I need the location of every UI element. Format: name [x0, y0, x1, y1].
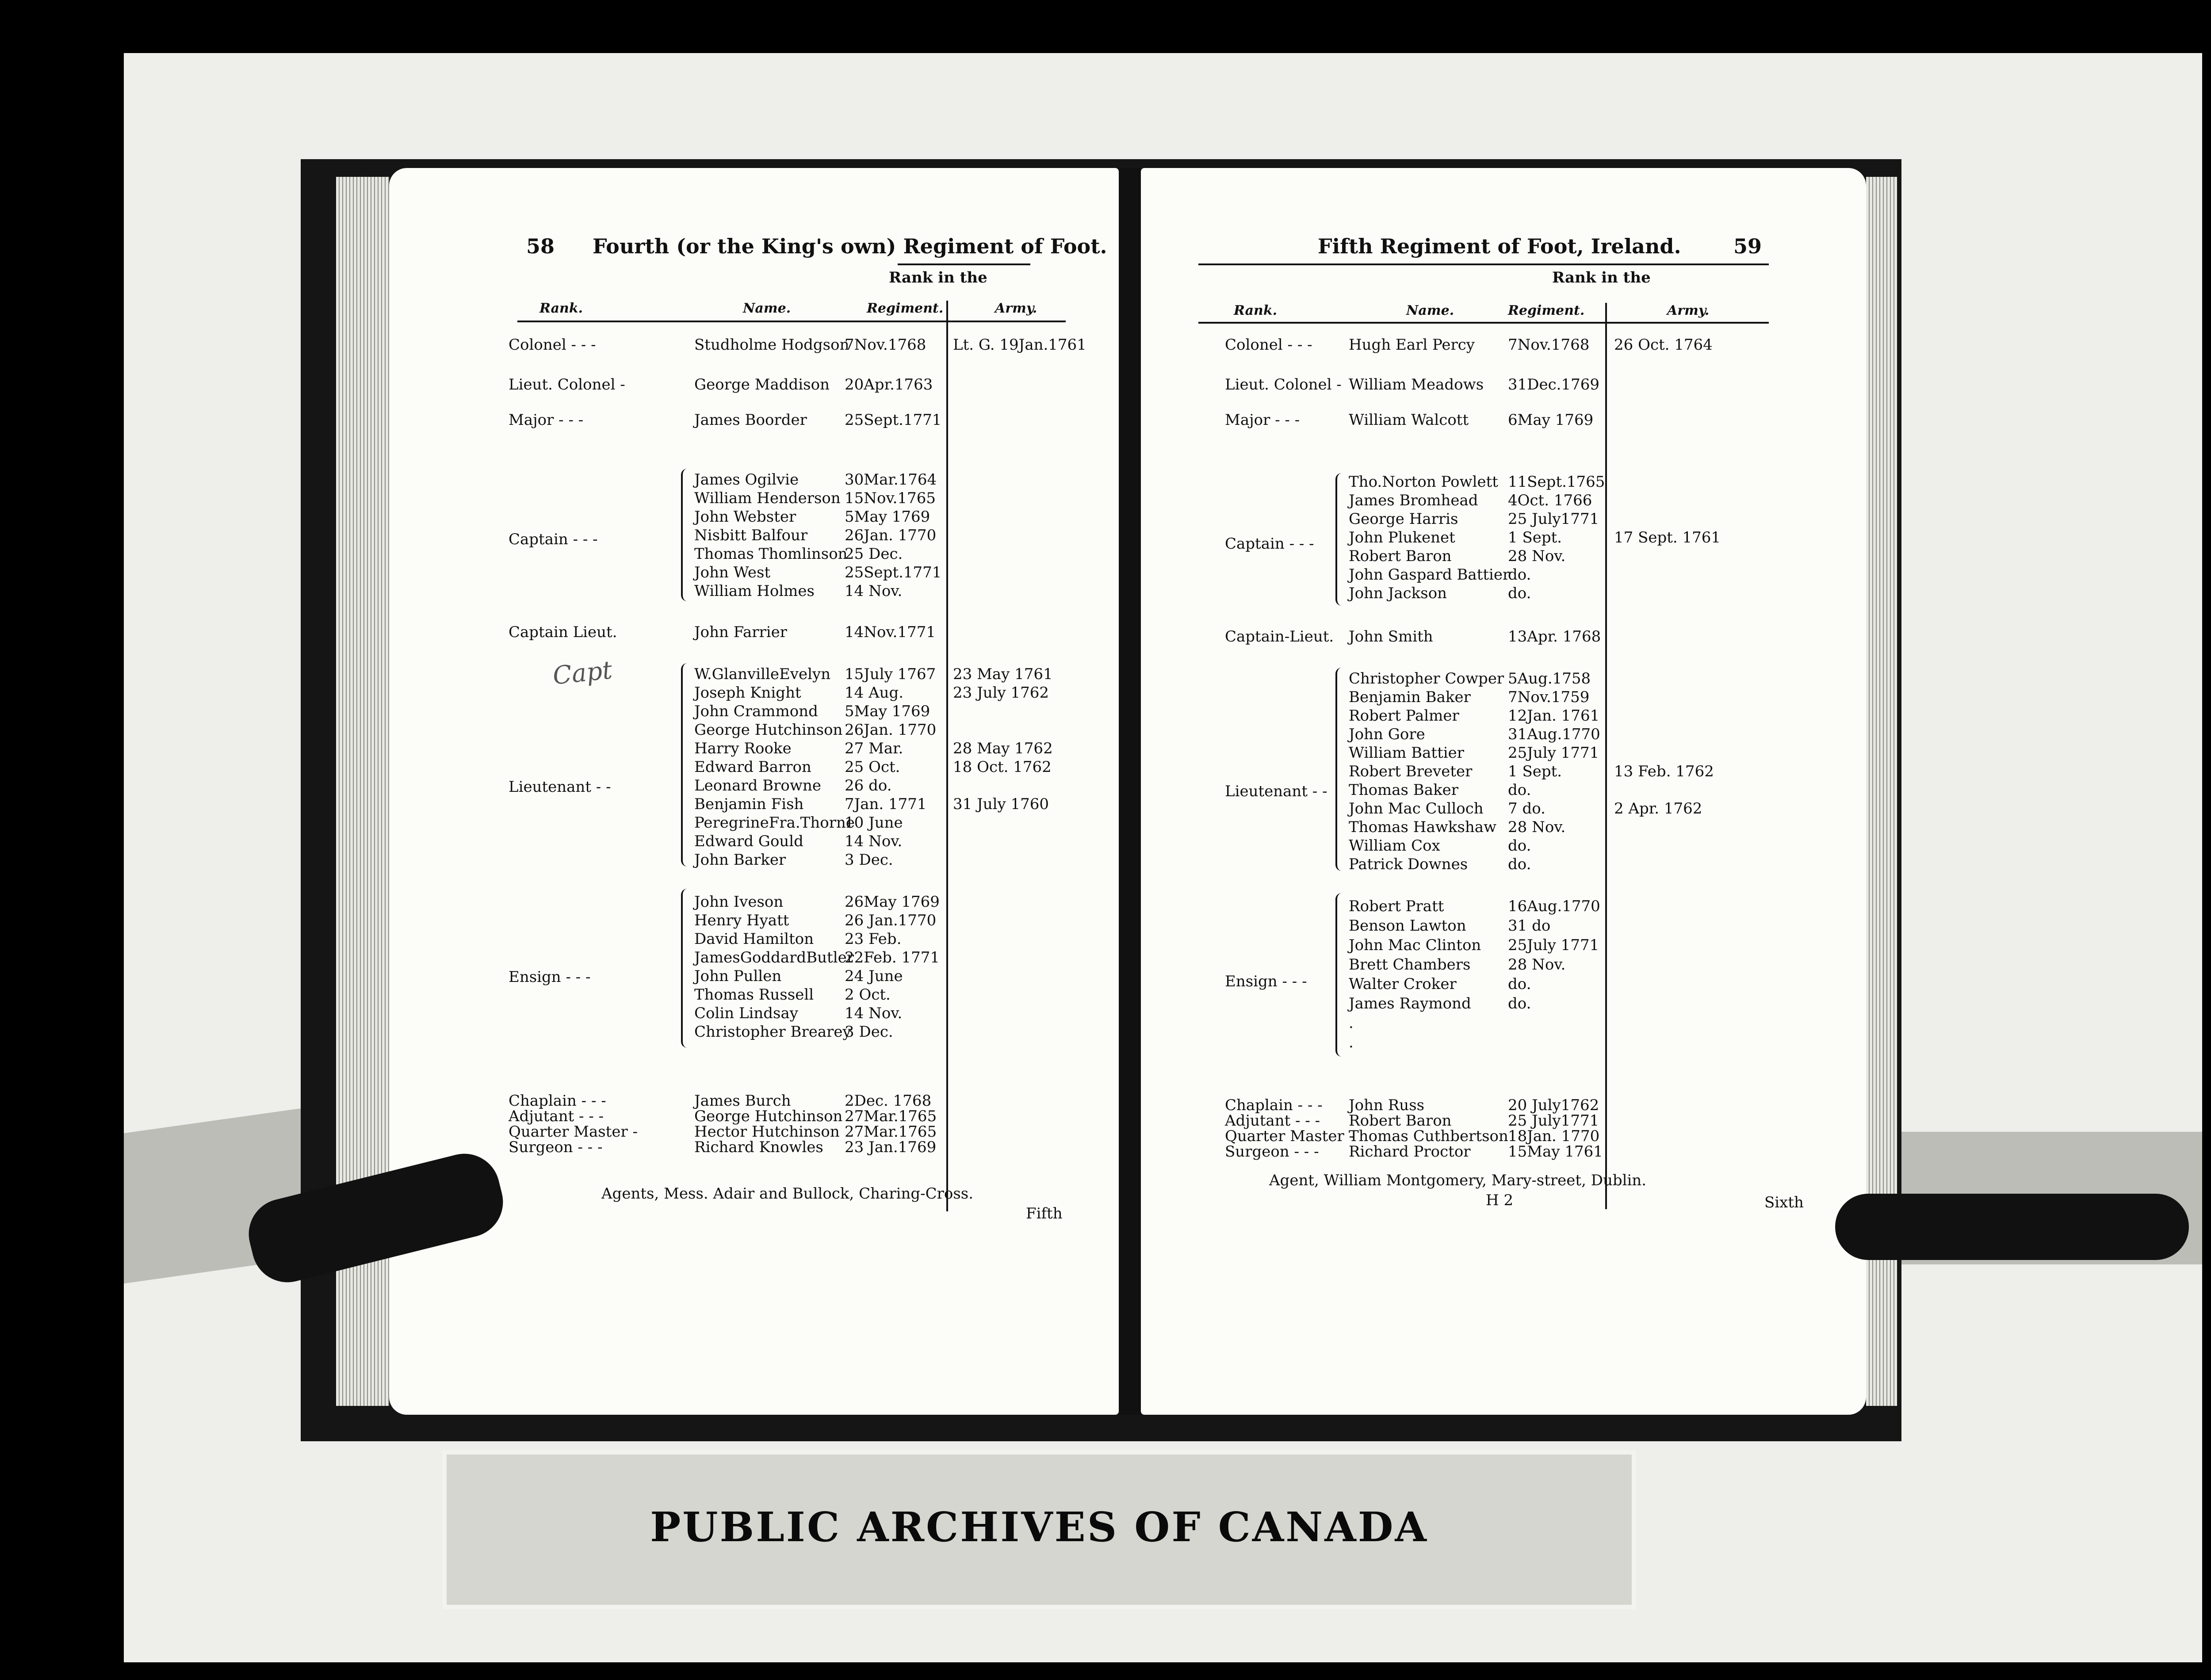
- officer-name: Robert Pratt: [1349, 897, 1444, 915]
- officer-name: Tho.Norton Powlett: [1349, 473, 1498, 491]
- officer-name: Christopher Cowper: [1349, 670, 1504, 687]
- officer-name: John Iveson: [694, 893, 784, 911]
- regiment-date: do.: [1508, 837, 1531, 855]
- officer-name: James Ogilvie: [694, 471, 799, 489]
- regiment-date: 25July 1771: [1508, 936, 1599, 954]
- regiment-date: 31Dec.1769: [1508, 376, 1600, 393]
- officer-name: Thomas Hawkshaw: [1349, 818, 1497, 836]
- header-rule: [898, 263, 1030, 265]
- regiment-date: 2 Oct.: [845, 986, 891, 1004]
- regiment-date: 3 Dec.: [845, 851, 893, 869]
- officer-name: William Holmes: [694, 582, 815, 600]
- officer-name: PeregrineFra.Thorne: [694, 814, 855, 832]
- officer-name: James Boorder: [694, 411, 807, 429]
- officer-name: James Raymond: [1349, 995, 1471, 1012]
- page-number: 58: [526, 234, 555, 258]
- regiment-date: 26May 1769: [845, 893, 940, 911]
- regiment-date: 7 do.: [1508, 800, 1545, 817]
- regiment-date: 27Mar.1765: [845, 1123, 937, 1141]
- officer-name: Nisbitt Balfour: [694, 527, 808, 544]
- officer-name: Studholme Hodgson: [694, 336, 849, 354]
- archive-label: [442, 1450, 1636, 1609]
- signature-mark: H 2: [1486, 1191, 1514, 1209]
- regiment-date: 1 Sept.: [1508, 529, 1562, 546]
- regiment-date: 2Dec. 1768: [845, 1092, 932, 1110]
- rank-label: Surgeon - - -: [509, 1138, 603, 1156]
- officer-name: John Farrier: [694, 623, 788, 641]
- regiment-army-divider: [1605, 303, 1607, 1209]
- regiment-date: 16Aug.1770: [1508, 897, 1600, 915]
- regiment-date: 7Nov.1759: [1508, 688, 1590, 706]
- rank-label: Major - - -: [509, 411, 584, 429]
- officer-name: James Bromhead: [1349, 492, 1478, 509]
- officer-name: John Crammond: [694, 703, 818, 720]
- ensign-brace: [681, 889, 692, 1048]
- regiment-date: 5May 1769: [845, 508, 930, 526]
- officer-name: Benjamin Baker: [1349, 688, 1471, 706]
- rank-label: Lieutenant - -: [1225, 783, 1327, 800]
- agents-line: Agents, Mess. Adair and Bullock, Charing-Cross.: [601, 1185, 974, 1203]
- regiment-date: 14Nov.1771: [845, 623, 936, 641]
- regiment-date: 7Nov.1768: [1508, 336, 1590, 354]
- regiment-date: 5Aug.1758: [1508, 670, 1591, 687]
- officer-name: David Hamilton: [694, 930, 814, 948]
- rank-in-the-label: Rank in the: [889, 269, 987, 286]
- regiment-date: 11Sept.1765: [1508, 473, 1605, 491]
- officer-name: George Hutchinson: [694, 721, 843, 739]
- regiment-date: 28 Nov.: [1508, 956, 1566, 974]
- regiment-date: 12Jan. 1761: [1508, 707, 1600, 725]
- officer-name: Robert Breveter: [1349, 763, 1473, 780]
- header-rule: [1198, 263, 1769, 265]
- officer-name: William Henderson: [694, 489, 841, 507]
- officer-name: Robert Palmer: [1349, 707, 1459, 725]
- rank-label: Lieutenant - -: [509, 778, 611, 796]
- regiment-date: 26Jan. 1770: [845, 527, 937, 544]
- officer-name: William Cox: [1349, 837, 1440, 855]
- regiment-date: 7Jan. 1771: [845, 795, 927, 813]
- officer-name: John Gaspard Battier: [1349, 566, 1510, 584]
- column-header-army: Army.: [995, 301, 1037, 316]
- regiment-date: 25Sept.1771: [845, 564, 942, 581]
- officer-name: John Webster: [694, 508, 796, 526]
- rank-label: Chaplain - - -: [1225, 1096, 1323, 1114]
- lieutenant-brace: [681, 663, 692, 867]
- officer-name: John Plukenet: [1349, 529, 1455, 546]
- column-header-name: Name.: [743, 301, 791, 316]
- regiment-date: 31 do: [1508, 917, 1551, 935]
- rank-in-the-label: Rank in the: [1552, 269, 1651, 286]
- regiment-date: 27 Mar.: [845, 740, 903, 757]
- officer-name: W.GlanvilleEvelyn: [694, 665, 831, 683]
- lieutenant-brace: [1335, 668, 1347, 871]
- officer-name: Richard Knowles: [694, 1138, 823, 1156]
- officer-name: Robert Baron: [1349, 547, 1452, 565]
- officer-name: George Maddison: [694, 376, 830, 393]
- book-gutter: [1119, 168, 1141, 1415]
- rank-label: Ensign - - -: [1225, 973, 1307, 990]
- right-page-header: [1141, 234, 1866, 261]
- rank-label: Quarter Master -: [1225, 1127, 1354, 1145]
- officer-name: Brett Chambers: [1349, 956, 1471, 974]
- officer-name: George Hutchinson: [694, 1107, 843, 1125]
- rank-label: Lieut. Colonel -: [1225, 376, 1342, 393]
- officer-name: Edward Barron: [694, 758, 811, 776]
- regiment-date: 3 Dec.: [845, 1023, 893, 1041]
- army-date: Lt. G. 19Jan.1761: [953, 336, 1086, 354]
- handwritten-note: Capt: [551, 656, 614, 691]
- army-date: 2 Apr. 1762: [1614, 800, 1702, 817]
- rank-label: Major - - -: [1225, 411, 1300, 429]
- officer-name: Henry Hyatt: [694, 912, 789, 929]
- page-title: Fifth Regiment of Foot, Ireland.: [1318, 234, 1681, 258]
- rank-label: Colonel - - -: [509, 336, 596, 354]
- regiment-date: 4Oct. 1766: [1508, 492, 1592, 509]
- officer-name: Harry Rooke: [694, 740, 792, 757]
- regiment-date: 15July 1767: [845, 665, 936, 683]
- rank-label: Quarter Master -: [509, 1123, 638, 1141]
- archive-label-text: PUBLIC ARCHIVES OF CANADA: [650, 1503, 1428, 1551]
- rank-label: Surgeon - - -: [1225, 1143, 1319, 1161]
- army-date: 23 May 1761: [953, 665, 1053, 683]
- army-date: 26 Oct. 1764: [1614, 336, 1713, 354]
- rank-label: Captain - - -: [509, 531, 598, 548]
- officer-name: John Jackson: [1349, 584, 1447, 602]
- officer-name: John Gore: [1349, 725, 1425, 743]
- regiment-date: 26 do.: [845, 777, 892, 794]
- regiment-date: do.: [1508, 995, 1531, 1012]
- officer-name: Thomas Russell: [694, 986, 814, 1004]
- regiment-date: 1 Sept.: [1508, 763, 1562, 780]
- officer-name: George Harris: [1349, 510, 1458, 528]
- ensign-brace: [1335, 893, 1347, 1057]
- officer-name: James Burch: [694, 1092, 791, 1110]
- regiment-date: 28 Nov.: [1508, 547, 1566, 565]
- regiment-date: 24 June: [845, 967, 903, 985]
- rank-label: Lieut. Colonel -: [509, 376, 625, 393]
- officer-name: John Barker: [694, 851, 786, 869]
- regiment-date: 6May 1769: [1508, 411, 1594, 429]
- army-date: 23 July 1762: [953, 684, 1049, 702]
- officer-name: Hector Hutchinson: [694, 1123, 840, 1141]
- army-date: 17 Sept. 1761: [1614, 529, 1721, 546]
- regiment-date: 14 Nov.: [845, 1004, 903, 1022]
- army-date: 13 Feb. 1762: [1614, 763, 1714, 780]
- rank-label: Colonel - - -: [1225, 336, 1312, 354]
- officer-name: Thomas Cuthbertson: [1349, 1127, 1508, 1145]
- regiment-date: 20 July1762: [1508, 1096, 1599, 1114]
- regiment-date: 26 Jan.1770: [845, 912, 937, 929]
- officer-name: William Meadows: [1349, 376, 1484, 393]
- regiment-date: 22Feb. 1771: [845, 949, 940, 966]
- regiment-date: 14 Aug.: [845, 684, 904, 702]
- regiment-date: 7Nov.1768: [845, 336, 926, 354]
- column-header-army: Army.: [1667, 303, 1710, 318]
- regiment-date: 26Jan. 1770: [845, 721, 937, 739]
- regiment-date: do.: [1508, 584, 1531, 602]
- officer-name: John West: [694, 564, 771, 581]
- officer-name: William Walcott: [1349, 411, 1469, 429]
- page-holder-rod-right: [1835, 1194, 2189, 1260]
- army-date: 28 May 1762: [953, 740, 1053, 757]
- regiment-date: 14 Nov.: [845, 832, 903, 850]
- regiment-date: do.: [1508, 781, 1531, 799]
- officer-name: Joseph Knight: [694, 684, 801, 702]
- regiment-date: 18Jan. 1770: [1508, 1127, 1600, 1145]
- left-page: [389, 168, 1119, 1415]
- regiment-date: 5May 1769: [845, 703, 930, 720]
- rank-label: Ensign - - -: [509, 968, 591, 986]
- column-header-name: Name.: [1406, 303, 1454, 318]
- army-date: 18 Oct. 1762: [953, 758, 1052, 776]
- army-date: 31 July 1760: [953, 795, 1049, 813]
- regiment-date: 28 Nov.: [1508, 818, 1566, 836]
- officer-name: Thomas Baker: [1349, 781, 1459, 799]
- rank-label: Adjutant - - -: [509, 1107, 604, 1125]
- page-number: 59: [1733, 234, 1762, 258]
- catchword: Fifth: [1026, 1205, 1063, 1222]
- left-page-header: [389, 234, 1119, 261]
- regiment-date: 25 Oct.: [845, 758, 900, 776]
- officer-name: Walter Croker: [1349, 975, 1457, 993]
- column-header-rank: Rank.: [539, 301, 583, 316]
- regiment-date: 25Sept.1771: [845, 411, 942, 429]
- officer-name: Richard Proctor: [1349, 1143, 1471, 1161]
- column-header-rule: [517, 321, 1066, 322]
- officer-name: John Mac Clinton: [1349, 936, 1481, 954]
- regiment-date: 13Apr. 1768: [1508, 628, 1601, 645]
- column-header-regiment: Regiment.: [867, 301, 944, 316]
- officer-name: John Smith: [1349, 628, 1433, 645]
- officer-name: .: [1349, 1014, 1354, 1032]
- regiment-date: 30Mar.1764: [845, 471, 937, 489]
- regiment-date: do.: [1508, 855, 1531, 873]
- officer-name: Thomas Thomlinson: [694, 545, 848, 563]
- rank-label: Adjutant - - -: [1225, 1112, 1320, 1130]
- regiment-date: 25July 1771: [1508, 744, 1599, 762]
- rank-label: Captain - - -: [1225, 535, 1314, 553]
- captain-brace: [1335, 473, 1347, 606]
- captain-brace: [681, 469, 692, 601]
- regiment-date: 31Aug.1770: [1508, 725, 1600, 743]
- officer-name: John Russ: [1349, 1096, 1425, 1114]
- column-header-rule: [1198, 322, 1769, 324]
- officer-name: William Battier: [1349, 744, 1464, 762]
- rank-label: Chaplain - - -: [509, 1092, 606, 1110]
- officer-name: .: [1349, 1034, 1354, 1051]
- officer-name: Leonard Browne: [694, 777, 821, 794]
- regiment-date: 14 Nov.: [845, 582, 903, 600]
- officer-name: Patrick Downes: [1349, 855, 1468, 873]
- regiment-date: 25 Dec.: [845, 545, 903, 563]
- regiment-date: 23 Feb.: [845, 930, 902, 948]
- regiment-date: 15Nov.1765: [845, 489, 936, 507]
- regiment-army-divider: [946, 301, 948, 1211]
- catchword: Sixth: [1764, 1194, 1804, 1211]
- officer-name: Edward Gould: [694, 832, 803, 850]
- column-header-rank: Rank.: [1234, 303, 1278, 318]
- regiment-date: do.: [1508, 975, 1531, 993]
- agents-line: Agent, William Montgomery, Mary-street, Dublin.: [1269, 1172, 1647, 1189]
- officer-name: Christopher Brearey: [694, 1023, 851, 1041]
- officer-name: John Pullen: [694, 967, 782, 985]
- officer-name: Hugh Earl Percy: [1349, 336, 1475, 354]
- regiment-date: 23 Jan.1769: [845, 1138, 937, 1156]
- officer-name: JamesGoddardButler: [694, 949, 854, 966]
- officer-name: Robert Baron: [1349, 1112, 1452, 1130]
- regiment-date: do.: [1508, 566, 1531, 584]
- right-page: [1141, 168, 1866, 1415]
- regiment-date: 25 July1771: [1508, 1112, 1599, 1130]
- officer-name: Benson Lawton: [1349, 917, 1466, 935]
- regiment-date: 27Mar.1765: [845, 1107, 937, 1125]
- regiment-date: 25 July1771: [1508, 510, 1599, 528]
- regiment-date: 15May 1761: [1508, 1143, 1603, 1161]
- officer-name: John Mac Culloch: [1349, 800, 1484, 817]
- regiment-date: 20Apr.1763: [845, 376, 933, 393]
- rank-label: Captain-Lieut.: [1225, 628, 1334, 645]
- rank-label: Captain Lieut.: [509, 623, 617, 641]
- regiment-date: 10 June: [845, 814, 903, 832]
- officer-name: Benjamin Fish: [694, 795, 804, 813]
- page-title: Fourth (or the King's own) Regiment of Foot.: [593, 234, 1107, 258]
- column-header-regiment: Regiment.: [1508, 303, 1585, 318]
- officer-name: Colin Lindsay: [694, 1004, 798, 1022]
